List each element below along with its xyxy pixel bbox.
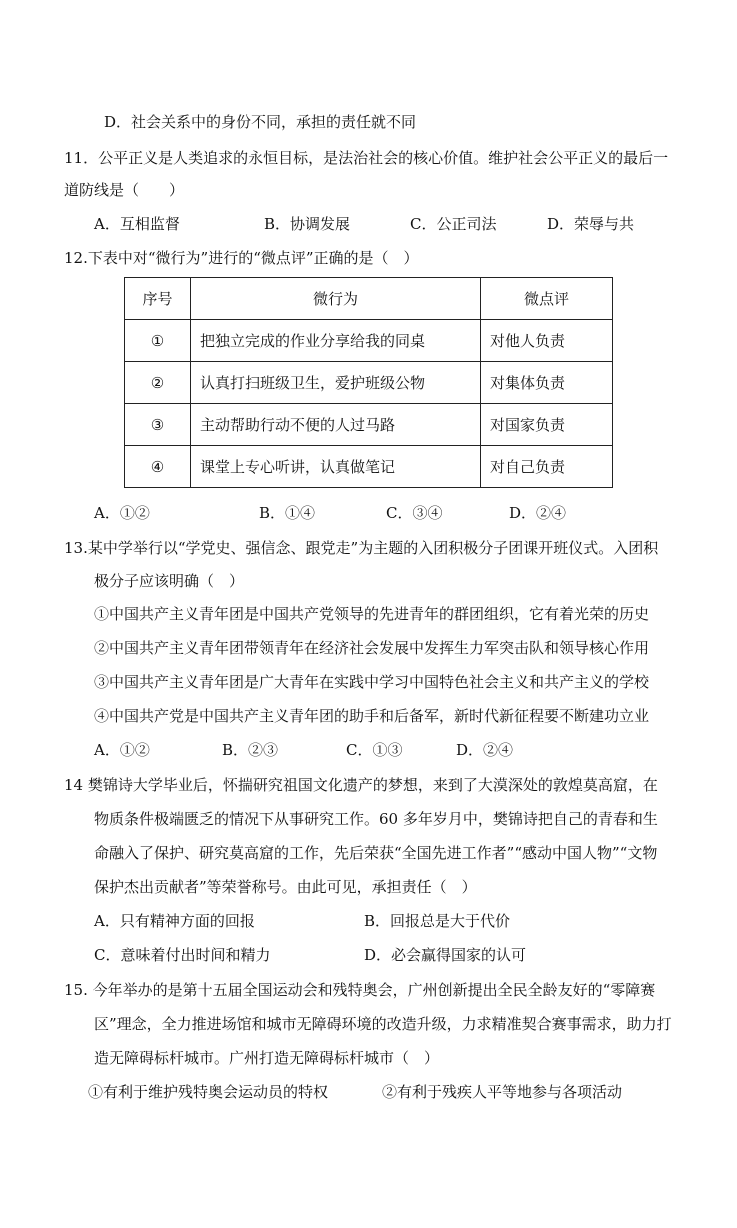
q13-option-c: C．①③: [346, 741, 403, 759]
header-comment: 微点评: [481, 278, 613, 320]
row-index: ③: [125, 404, 191, 446]
table-row: [125, 320, 613, 362]
q15-stem-line3: 造无障碍标杆城市。广州打造无障碍标杆城市（ ）: [94, 1049, 440, 1067]
row-comment: 对他人负责: [481, 320, 613, 362]
q11-stem-line1: 11．公平正义是人类追求的永恒目标，是法治社会的核心价值。维护社会公平正义的最后一: [64, 149, 669, 167]
row-comment: 对集体负责: [481, 362, 613, 404]
q14-stem-line1: 14 樊锦诗大学毕业后，怀揣研究祖国文化遗产的梦想，来到了大漠深处的敦煌莫高窟，在: [64, 776, 658, 794]
q11-option-a: A．互相监督: [94, 215, 180, 233]
q15-statement-2: ②有利于残疾人平等地参与各项活动: [382, 1083, 623, 1101]
q12-option-c: C．③④: [386, 504, 443, 522]
q13-option-a: A．①②: [94, 741, 150, 759]
q14-option-d: D．必会赢得国家的认可: [364, 946, 527, 964]
row-behavior: 课堂上专心听讲，认真做笔记: [191, 446, 481, 488]
header-behavior: 微行为: [191, 278, 481, 320]
table-row: [125, 446, 613, 488]
table-row: [125, 362, 613, 404]
q14-option-b: B．回报总是大于代价: [364, 912, 511, 930]
q13-statement-2: ②中国共产主义青年团带领青年在经济社会发展中发挥生力军突击队和领导核心作用: [94, 639, 650, 657]
q13-option-d: D．②④: [456, 741, 514, 759]
q14-stem-line2: 物质条件极端匮乏的情况下从事研究工作。60 多年岁月中，樊锦诗把自己的青春和生: [94, 810, 658, 828]
q14-stem-line3: 命融入了保护、研究莫高窟的工作，先后荣获“全国先进工作者”“感动中国人物”“文物: [94, 844, 658, 862]
q13-stem-line2: 极分子应该明确（ ）: [94, 572, 245, 590]
q10-option-d: D．社会关系中的身份不同，承担的责任就不同: [104, 113, 417, 131]
q13-stem-line1: 13.某中学举行以“学党史、强信念、跟党走”为主题的入团积极分子团课开班仪式。入团积: [64, 539, 659, 557]
row-behavior: 主动帮助行动不便的人过马路: [191, 404, 481, 446]
q11-option-d: D．荣辱与共: [547, 215, 635, 233]
q15-stem-line1: 15. 今年举办的是第十五届全国运动会和残特奥会，广州创新提出全民全龄友好的“零障赛: [64, 981, 656, 999]
q11-stem-line2: 道防线是（ ）: [64, 181, 185, 199]
q13-statement-1: ①中国共产主义青年团是中国共产党领导的先进青年的群团组织，它有着光荣的历史: [94, 605, 650, 623]
q11-option-c: C．公正司法: [410, 215, 497, 233]
row-index: ①: [125, 320, 191, 362]
table-row: [125, 404, 613, 446]
q14-stem-line4: 保护杰出贡献者”等荣誉称号。由此可见，承担责任（ ）: [94, 878, 477, 896]
row-behavior: 认真打扫班级卫生，爱护班级公物: [191, 362, 481, 404]
header-index: 序号: [125, 278, 191, 320]
row-behavior: 把独立完成的作业分享给我的同桌: [191, 320, 481, 362]
q15-stem-line2: 区”理念，全力推进场馆和城市无障碍环境的改造升级，力求精准契合赛事需求，助力打: [94, 1015, 672, 1033]
q14-option-c: C．意味着付出时间和精力: [94, 946, 271, 964]
row-comment: 对自己负责: [481, 446, 613, 488]
q11-option-b: B．协调发展: [264, 215, 351, 233]
q13-option-b: B．②③: [222, 741, 279, 759]
micro-behavior-table: [124, 277, 613, 488]
q12-stem: 12.下表中对“微行为”进行的“微点评”正确的是（ ）: [64, 249, 419, 267]
q13-statement-4: ④中国共产党是中国共产主义青年团的助手和后备军，新时代新征程要不断建功立业: [94, 707, 650, 725]
q12-option-a: A．①②: [94, 504, 150, 522]
q15-statement-1: ①有利于维护残特奥会运动员的特权: [88, 1083, 329, 1101]
q14-option-a: A．只有精神方面的回报: [94, 912, 255, 930]
q13-statement-3: ③中国共产主义青年团是广大青年在实践中学习中国特色社会主义和共产主义的学校: [94, 673, 650, 691]
row-index: ②: [125, 362, 191, 404]
q12-option-d: D．②④: [509, 504, 567, 522]
row-comment: 对国家负责: [481, 404, 613, 446]
table-header-row: [125, 278, 613, 320]
q12-option-b: B．①④: [259, 504, 316, 522]
row-index: ④: [125, 446, 191, 488]
